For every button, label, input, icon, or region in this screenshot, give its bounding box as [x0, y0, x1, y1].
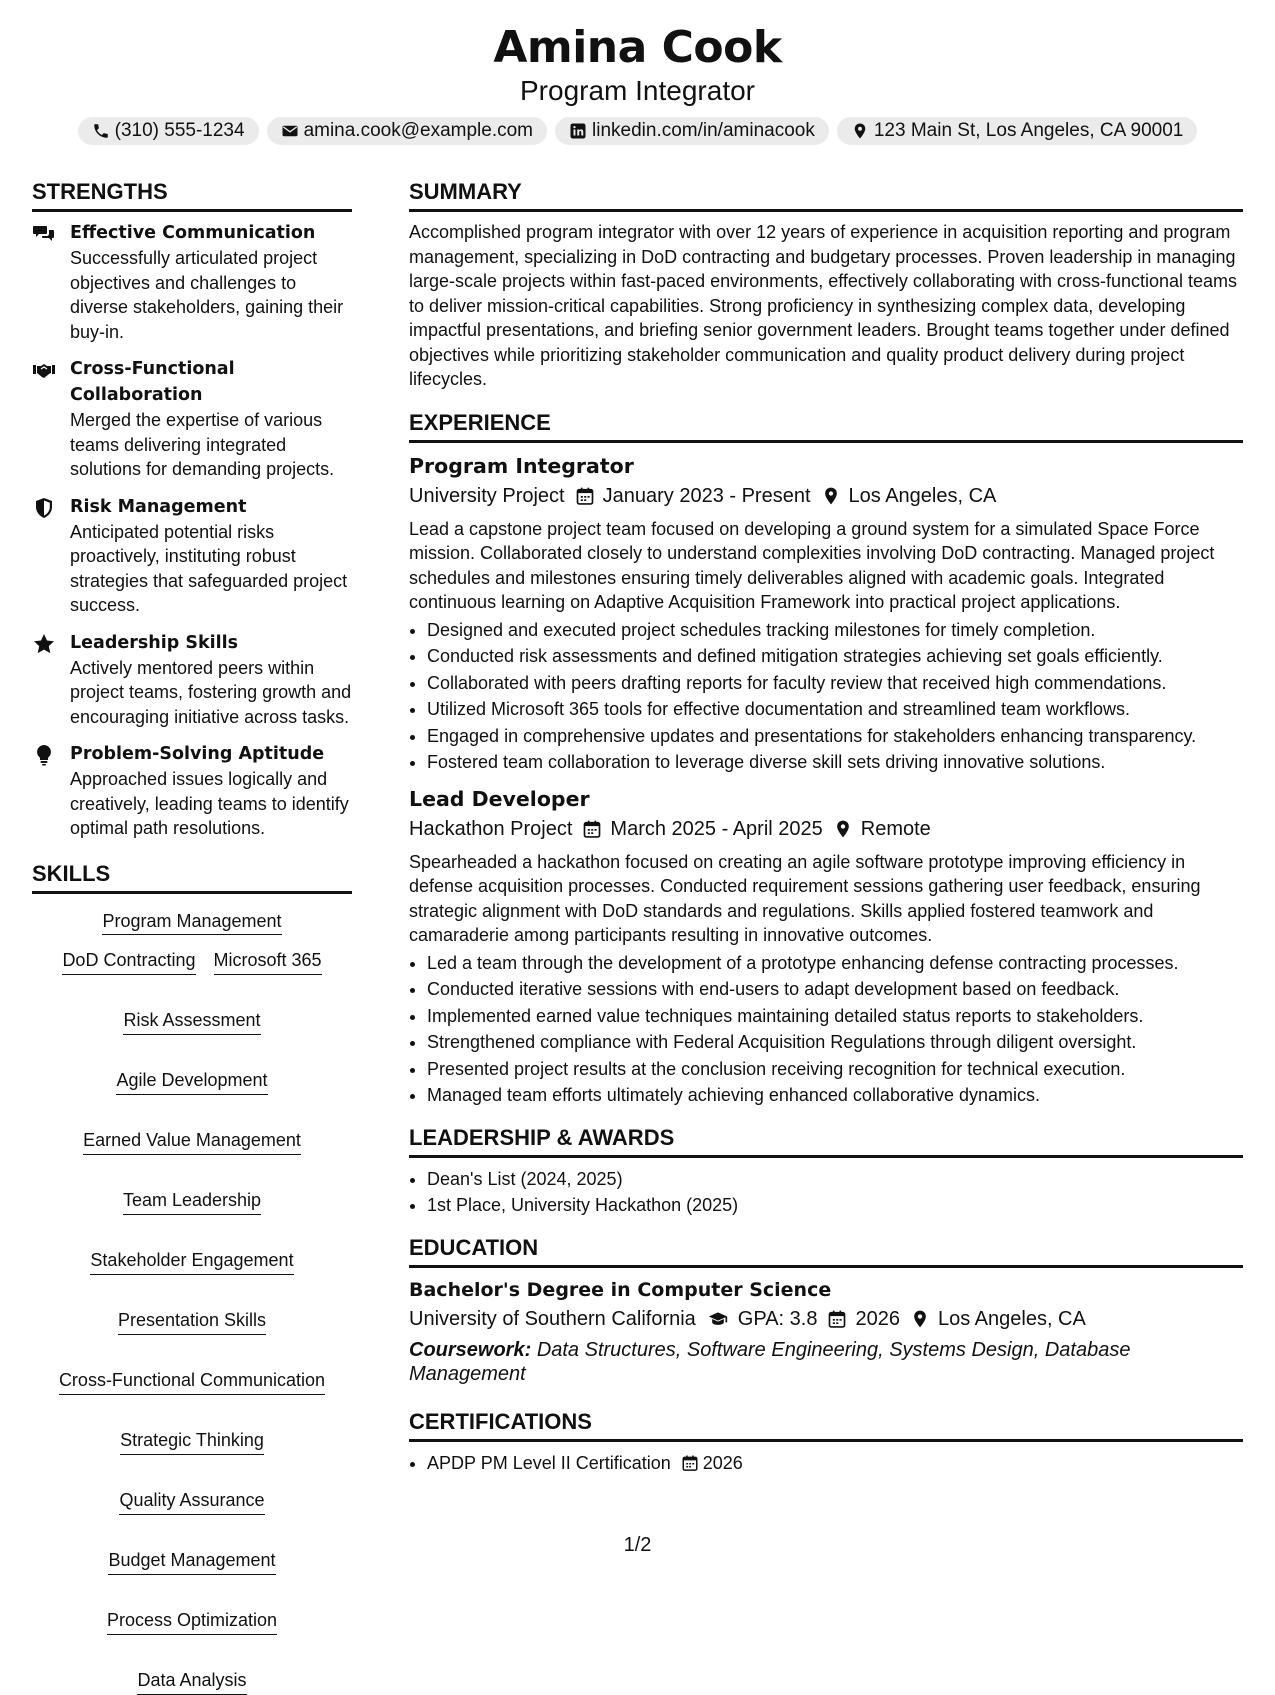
graduation-year-text: 2026: [855, 1307, 900, 1330]
education-heading: EDUCATION: [409, 1231, 1243, 1268]
job-bullet: • Strengthened compliance with Federal Acquisition Regulations through diligent oversight.: [427, 1029, 1243, 1056]
envelope-icon: [281, 122, 299, 140]
skills-heading: SKILLS: [32, 857, 352, 894]
job-bullet: • Fostered team collaboration to leverage diverse skill sets driving innovative solutions.: [427, 749, 1243, 776]
coursework: [409, 1338, 1243, 1387]
graduation-year: [827, 1304, 900, 1334]
skill-tag: Microsoft 365: [214, 949, 322, 975]
skill-tag: Team Leadership: [123, 1189, 261, 1215]
job-meta: [409, 481, 1243, 511]
school-name: University of Southern California: [409, 1307, 696, 1330]
skill-tag: Budget Management: [108, 1549, 275, 1575]
location-pin-icon: [910, 1309, 930, 1329]
skill-tag: Agile Development: [116, 1069, 267, 1095]
page-number: 1/2: [623, 1534, 652, 1556]
job-bullet: • Conducted iterative sessions with end-users to adapt development based on feedback.: [427, 976, 1243, 1003]
skill-tag: Stakeholder Engagement: [90, 1249, 293, 1275]
gpa-text: GPA: 3.8: [737, 1307, 818, 1330]
strength-item: [32, 220, 352, 344]
job-bullet: • Designed and executed project schedules tracking milestones for timely completion.: [427, 617, 1243, 644]
right-column: [409, 175, 1243, 1476]
skill-tag: Cross-Functional Communication: [59, 1369, 325, 1395]
job-bullets: [409, 617, 1243, 776]
awards-list: [409, 1166, 1243, 1219]
experience-entry: [409, 451, 1243, 776]
coursework-text: Data Structures, Software Engineering, Systems Design, Database Management: [409, 1338, 1131, 1385]
job-location: [821, 481, 997, 511]
contact-address-text: 123 Main St, Los Angeles, CA 90001: [873, 120, 1184, 141]
job-bullet: • Utilized Microsoft 365 tools for effective documentation and streamlined team workflows.: [427, 696, 1243, 723]
contact-linkedin-text: linkedin.com/in/aminacook: [592, 120, 815, 141]
education-meta: [409, 1304, 1243, 1334]
experience-entry: [409, 784, 1243, 1109]
job-bullet: • Presented project results at the conclusion receiving recognition for technical execution.: [427, 1056, 1243, 1083]
certification-year-text: 2026: [702, 1452, 743, 1473]
skill-tag: Earned Value Management: [83, 1129, 301, 1155]
award-item: • Dean's List (2024, 2025): [427, 1166, 1243, 1193]
shield-icon: [32, 496, 56, 520]
certification-name: • APDP PM Level II Certification: [427, 1452, 671, 1473]
linkedin-icon: [569, 122, 587, 140]
job-title: Program Integrator: [409, 453, 634, 478]
job-dates-text: January 2023 - Present: [602, 484, 811, 507]
job-meta: [409, 814, 1243, 844]
strength-title: Problem-Solving Aptitude: [70, 744, 325, 764]
degree-title: Bachelor's Degree in Computer Science: [409, 1278, 832, 1301]
job-dates: [575, 481, 811, 511]
strength-desc: Approached issues logically and creatively, leading teams to identify optimal path resolutions.: [70, 769, 349, 838]
gpa: [706, 1304, 818, 1334]
skill-tag: Process Optimization: [107, 1609, 277, 1635]
resume-header: [0, 0, 1275, 145]
skill-tag: Risk Assessment: [123, 1009, 260, 1035]
comments-icon: [32, 222, 56, 246]
strength-title: Leadership Skills: [70, 632, 239, 653]
skill-tag: Program Management: [102, 911, 281, 935]
certification-item: [427, 1450, 1243, 1477]
strengths-heading: STRENGTHS: [32, 175, 352, 212]
job-description: Lead a capstone project team focused on developing a ground system for a simulated Space Force mission. Collaborated closely to understand complexities involving DoD contracting. Managed project schedules and milestones ensuring timely deliverables aligned with academic goals. Integrated continuous learning on Adaptive Acquisition Framework into practical project applications.: [409, 518, 1215, 612]
school-location-text: Los Angeles, CA: [937, 1307, 1086, 1330]
coursework-label: Coursework:: [409, 1338, 532, 1361]
candidate-name: Amina Cook: [493, 22, 782, 73]
job-bullet: • Collaborated with peers drafting reports for faculty review that received high commendations.: [427, 670, 1243, 697]
certifications-list: [409, 1450, 1243, 1477]
lightbulb-icon: [32, 743, 56, 767]
skill-tag: Data Analysis: [137, 1669, 246, 1695]
summary-text: Accomplished program integrator with over 12 years of experience in acquisition reporting and program management, specializing in DoD contracting and budgetary processes. Proven leadership in managing large-scale projects within fast-paced environments, effectively collaborating with cross-functional teams to deliver mission-critical capabilities. Strong proficiency in synthesizing complex data, developing impactful presentations, and briefing senior government leaders. Brought teams together under defined objectives while prioritizing stakeholder communication and quality product delivery during project lifecycles.: [409, 222, 1238, 389]
awards-heading: LEADERSHIP & AWARDS: [409, 1121, 1243, 1158]
skills-list: [32, 902, 352, 1695]
job-org: University Project: [409, 484, 565, 507]
job-dates: [582, 814, 822, 844]
contact-email-text: amina.cook@example.com: [303, 120, 534, 141]
skill-tag: Quality Assurance: [119, 1489, 264, 1515]
strength-item: [32, 741, 352, 841]
contact-linkedin: [555, 117, 829, 145]
contact-bar: [0, 117, 1275, 145]
skill-tag: DoD Contracting: [62, 949, 195, 975]
strength-title: Effective Communication: [70, 223, 316, 243]
calendar-icon: [827, 1309, 847, 1329]
strength-title: Cross-Functional Collaboration: [70, 359, 235, 405]
job-bullet: • Conducted risk assessments and defined mitigation strategies achieving set goals efficiently.: [427, 643, 1243, 670]
job-bullet: • Implemented earned value techniques maintaining detailed status reports to stakeholders.: [427, 1003, 1243, 1030]
contact-email: [267, 117, 547, 145]
summary-heading: SUMMARY: [409, 175, 1243, 212]
job-dates-text: March 2025 - April 2025: [610, 817, 823, 840]
job-bullet: • Managed team efforts ultimately achieving enhanced collaborative dynamics.: [427, 1082, 1243, 1109]
candidate-role: Program Integrator: [520, 75, 755, 106]
contact-phone: [78, 117, 259, 145]
contact-phone-text: (310) 555-1234: [114, 120, 245, 141]
location-pin-icon: [821, 486, 841, 506]
experience-heading: EXPERIENCE: [409, 406, 1243, 443]
certifications-heading: CERTIFICATIONS: [409, 1405, 1243, 1442]
strength-desc: Anticipated potential risks proactively, instituting robust strategies that safeguarded project success.: [70, 521, 348, 615]
job-location-text: Los Angeles, CA: [848, 484, 997, 507]
certification-year: [681, 1450, 743, 1477]
job-org: Hackathon Project: [409, 817, 573, 840]
star-icon: [32, 632, 56, 656]
location-pin-icon: [833, 819, 853, 839]
school-location: [910, 1304, 1086, 1334]
job-bullet: • Engaged in comprehensive updates and presentations for stakeholders enhancing transparency.: [427, 723, 1243, 750]
job-bullet: • Led a team through the development of a prototype enhancing defense contracting processes.: [427, 950, 1243, 977]
strength-desc: Successfully articulated project objectives and challenges to diverse stakeholders, gaining their buy-in.: [70, 248, 344, 342]
skill-tag: Strategic Thinking: [120, 1429, 264, 1455]
award-item: • 1st Place, University Hackathon (2025): [427, 1192, 1243, 1219]
job-location: [833, 814, 931, 844]
job-title: Lead Developer: [409, 786, 590, 811]
calendar-icon: [575, 486, 595, 506]
calendar-icon: [582, 819, 602, 839]
strength-item: [32, 494, 352, 618]
strength-desc: Actively mentored peers within project teams, fostering growth and encouraging initiative across tasks.: [70, 657, 352, 727]
graduation-cap-icon: [706, 1309, 730, 1329]
strength-item: [32, 356, 352, 482]
handshake-icon: [32, 358, 56, 382]
job-bullets: [409, 950, 1243, 1109]
calendar-icon: [681, 1454, 699, 1472]
phone-icon: [92, 122, 110, 140]
skill-row: [32, 910, 352, 932]
left-column: [32, 175, 352, 1695]
job-description: Spearheaded a hackathon focused on creating an agile software prototype improving efficiency in defense acquisition processes. Conducted requirement sessions gathering user feedback, ensuring strategic alignment with DoD standards and regulations. Skills applied fostered teamwork and camaraderie among participants resulting in innovative outcomes.: [409, 851, 1201, 945]
location-pin-icon: [851, 122, 869, 140]
skill-tag: Presentation Skills: [118, 1309, 266, 1335]
contact-address: [837, 117, 1198, 145]
job-location-text: Remote: [860, 817, 931, 840]
strength-item: [32, 630, 352, 730]
strength-desc: Merged the expertise of various teams delivering integrated solutions for demanding projects.: [70, 410, 335, 479]
strength-title: Risk Management: [70, 496, 247, 517]
